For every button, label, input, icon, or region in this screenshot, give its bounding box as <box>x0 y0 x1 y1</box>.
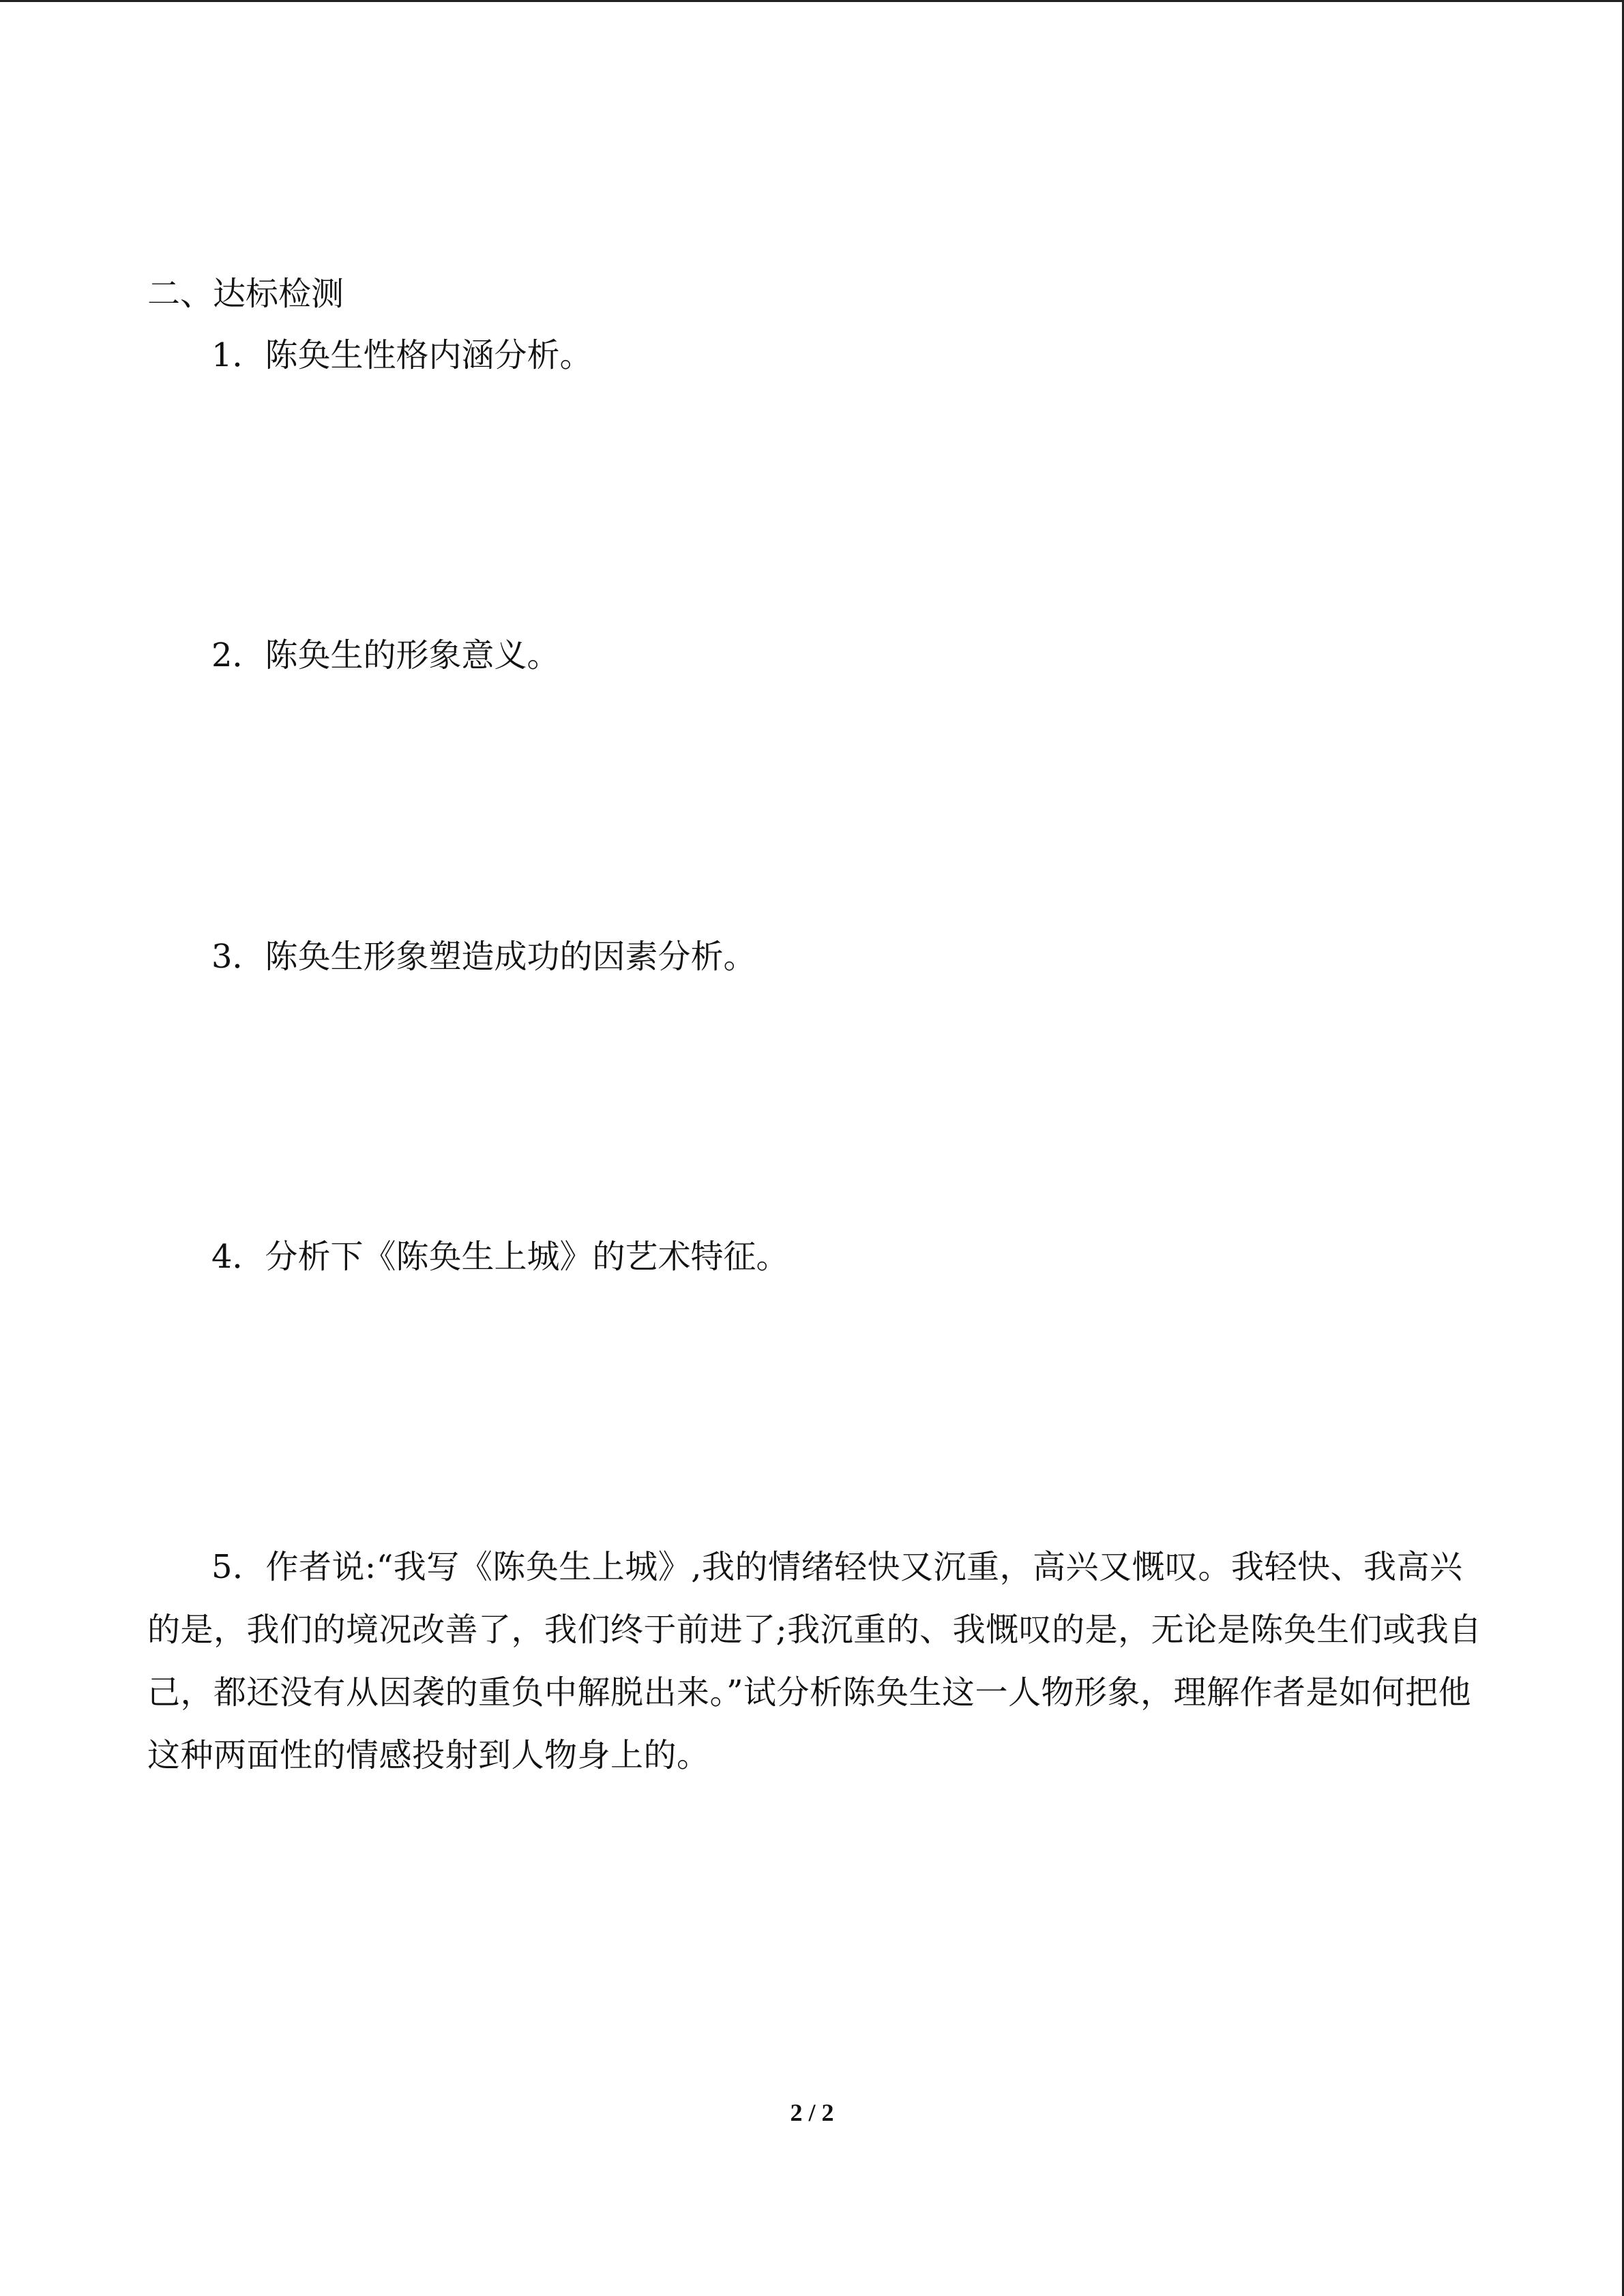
question-4: 4．分析下《陈奂生上城》的艺术特征。 <box>211 1238 789 1276</box>
question-3: 3．陈奂生形象塑造成功的因素分析。 <box>211 938 756 976</box>
question-5-line-3: 己，都还没有从因袭的重负中解脱出来。”试分析陈奂生这一人物形象，理解作者是如何把他 <box>147 1673 1472 1712</box>
question-5-line-4: 这种两面性的情感投射到人物身上的。 <box>147 1736 710 1774</box>
question-5-line-2: 的是，我们的境况改善了，我们终于前进了;我沉重的、我慨叹的是，无论是陈奂生们或我自 <box>147 1611 1482 1649</box>
page-number: 2 / 2 <box>790 2099 834 2126</box>
page-top-border <box>0 0 1624 2</box>
question-1: 1．陈奂生性格内涵分析。 <box>211 336 593 374</box>
question-5-line-1: 5．作者说:“我写《陈奂生上城》,我的情绪轻快又沉重，高兴又慨叹。我轻快、我高兴 <box>211 1548 1463 1586</box>
question-2: 2．陈奂生的形象意义。 <box>211 636 560 674</box>
question-5 <box>147 1536 1482 1787</box>
section-heading: 二、达标检测 <box>147 275 344 313</box>
